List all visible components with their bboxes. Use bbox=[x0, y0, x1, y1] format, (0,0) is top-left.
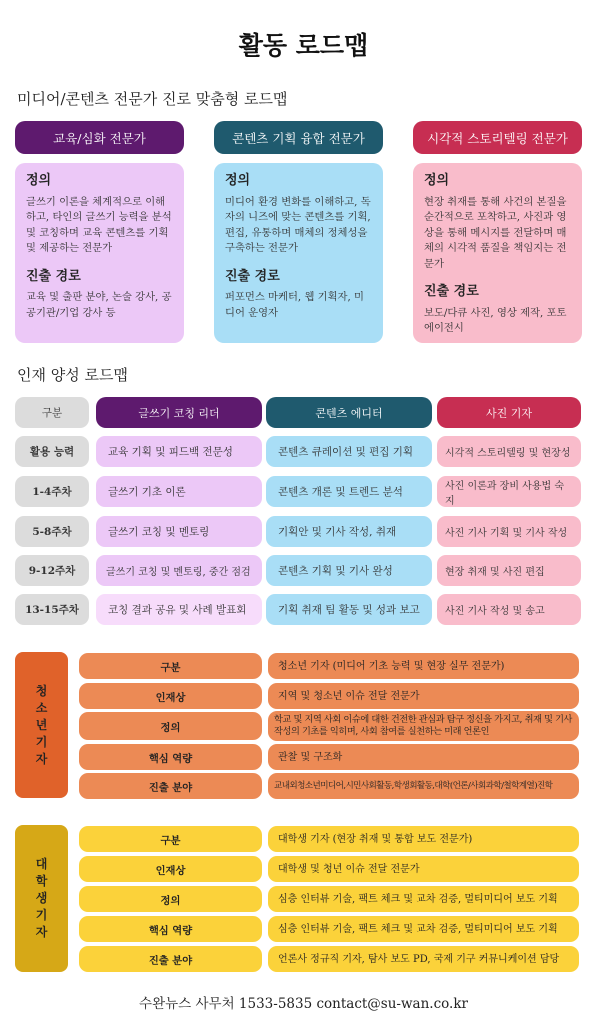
career-path-heading: 진출 경로 bbox=[26, 268, 81, 284]
college-value-competency: 심층 인터뷰 기술, 팩트 체크 및 교차 검증, 멀티미디어 보도 기획 bbox=[268, 916, 579, 942]
section-title-career: 미디어/콘텐츠 전문가 진로 맞춤형 로드맵 bbox=[17, 90, 288, 108]
college-reporter-label bbox=[15, 825, 68, 972]
career-path-heading: 진출 경로 bbox=[424, 284, 479, 299]
row-label: 1-4주차 bbox=[15, 476, 89, 507]
table-cell: 콘텐츠 개론 및 트렌드 분석 bbox=[266, 476, 432, 507]
row-label: 9-12주차 bbox=[15, 555, 89, 586]
table-cell: 콘텐츠 큐레이션 및 편집 기획 bbox=[266, 436, 432, 467]
college-value-category: 대학생 기자 (현장 취재 및 통합 보도 전문가) bbox=[268, 826, 579, 852]
track-header-visual: 시각적 스토리텔링 전문가 bbox=[413, 121, 582, 154]
table-cell: 사진 기사 작성 및 송고 bbox=[437, 594, 581, 625]
youth-key-talent: 인재상 bbox=[79, 683, 262, 709]
youth-value-talent: 지역 및 청소년 이슈 전달 전문가 bbox=[268, 683, 579, 709]
definition-text: 글쓰기 이론을 체계적으로 이해하고, 타인의 글쓰기 능력을 분석 및 코칭하며 교육 콘텐츠를 기획 및 제공하는 전문가 bbox=[26, 195, 172, 254]
row-label: 활용 능력 bbox=[15, 436, 89, 467]
track-header-content: 콘텐츠 기획 융합 전문가 bbox=[214, 121, 383, 154]
table-cell: 사진 이론과 장비 사용법 숙지 bbox=[437, 476, 581, 507]
track-header-education: 교육/심화 전문가 bbox=[15, 121, 184, 154]
youth-value-career: 교내외청소년미디어,시민사회활동,학생회활동,대학(언론/사회과학/철학계열)진학 bbox=[268, 773, 579, 799]
track-card-visual bbox=[413, 163, 582, 343]
youth-key-definition: 정의 bbox=[79, 712, 262, 740]
column-header-writing-coach: 글쓰기 코칭 리더 bbox=[96, 397, 262, 428]
career-path-text: 보도/다큐 사진, 영상 제작, 포토에이전시 bbox=[424, 306, 567, 334]
table-cell: 글쓰기 코칭 및 멘토링 bbox=[96, 516, 262, 547]
row-label: 13-15주차 bbox=[15, 594, 89, 625]
page-title: 활동 로드맵 bbox=[238, 31, 369, 60]
table-cell: 글쓰기 코칭 및 멘토링, 중간 점검 bbox=[96, 555, 262, 586]
definition-text: 현장 취재를 통해 사건의 본질을 순간적으로 포착하고, 사진과 영상을 통해 메시지를 전달하며 매체의 시각적 품질을 책임지는 전문가 bbox=[424, 195, 567, 270]
row-label: 5-8주차 bbox=[15, 516, 89, 547]
table-cell: 글쓰기 기초 이론 bbox=[96, 476, 262, 507]
college-key-category: 구분 bbox=[79, 826, 262, 852]
career-path-text: 교육 및 출판 분야, 논술 강사, 공공기관/기업 강사 등 bbox=[26, 291, 172, 319]
youth-value-definition: 학교 및 지역 사회 이슈에 대한 건전한 관심과 탐구 정신을 가지고, 취재 및 기사 작성의 기초를 익히며, 사회 참여를 실천하는 미래 언론인 bbox=[268, 711, 579, 741]
youth-reporter-label bbox=[15, 652, 68, 798]
table-cell: 코칭 결과 공유 및 사례 발표회 bbox=[96, 594, 262, 625]
column-header-photo-journalist: 사진 기자 bbox=[437, 397, 581, 428]
youth-key-competency: 핵심 역량 bbox=[79, 744, 262, 770]
definition-heading: 정의 bbox=[26, 173, 52, 188]
definition-text: 미디어 환경 변화를 이해하고, 독자의 니즈에 맞는 콘텐츠를 기획, 편집, 유통하며 매체의 정체성을 구축하는 전문가 bbox=[225, 195, 371, 254]
table-cell: 기획 취재 팀 활동 및 성과 보고 bbox=[266, 594, 432, 625]
table-cell: 사진 기사 기획 및 기사 작성 bbox=[437, 516, 581, 547]
youth-key-category: 구분 bbox=[79, 653, 262, 679]
column-header-content-editor: 콘텐츠 에디터 bbox=[266, 397, 432, 428]
college-value-career: 언론사 정규직 기자, 탐사 보도 PD, 국제 기구 커뮤니케이션 담당 bbox=[268, 946, 579, 972]
career-path-heading: 진출 경로 bbox=[225, 268, 280, 284]
college-reporter-label-text: 대 학 생 기 자 bbox=[35, 857, 48, 939]
definition-heading: 정의 bbox=[424, 173, 450, 188]
section-title-roadmap: 인재 양성 로드맵 bbox=[17, 366, 128, 384]
track-card-content bbox=[214, 163, 383, 343]
youth-key-career: 진출 분야 bbox=[79, 773, 262, 799]
youth-value-competency: 관찰 및 구조화 bbox=[268, 744, 579, 770]
footer-contact: 수완뉴스 사무처 1533-5835 contact@su-wan.co.kr bbox=[139, 996, 468, 1012]
definition-heading: 정의 bbox=[225, 173, 251, 188]
college-key-definition: 정의 bbox=[79, 886, 262, 912]
college-key-competency: 핵심 역량 bbox=[79, 916, 262, 942]
college-value-definition: 심층 인터뷰 기술, 팩트 체크 및 교차 검증, 멀티미디어 보도 기획 bbox=[268, 886, 579, 912]
track-card-education bbox=[15, 163, 184, 343]
college-value-talent: 대학생 및 청년 이슈 전달 전문가 bbox=[268, 856, 579, 882]
youth-reporter-label-text: 청 소 년 기 자 bbox=[35, 683, 48, 766]
table-cell: 콘텐츠 기획 및 기사 완성 bbox=[266, 555, 432, 586]
career-path-text: 퍼포먼스 마케터, 웹 기획자, 미디어 운영자 bbox=[225, 291, 364, 319]
table-cell: 교육 기획 및 피드백 전문성 bbox=[96, 436, 262, 467]
college-key-talent: 인재상 bbox=[79, 856, 262, 882]
table-cell: 기획안 및 기사 작성, 취재 bbox=[266, 516, 432, 547]
table-cell: 현장 취재 및 사진 편집 bbox=[437, 555, 581, 586]
college-key-career: 진출 분야 bbox=[79, 946, 262, 972]
table-corner-label: 구분 bbox=[15, 397, 89, 428]
youth-value-category: 청소년 기자 (미디어 기초 능력 및 현장 실무 전문가) bbox=[268, 653, 579, 679]
table-cell: 시각적 스토리텔링 및 현장성 bbox=[437, 436, 581, 467]
